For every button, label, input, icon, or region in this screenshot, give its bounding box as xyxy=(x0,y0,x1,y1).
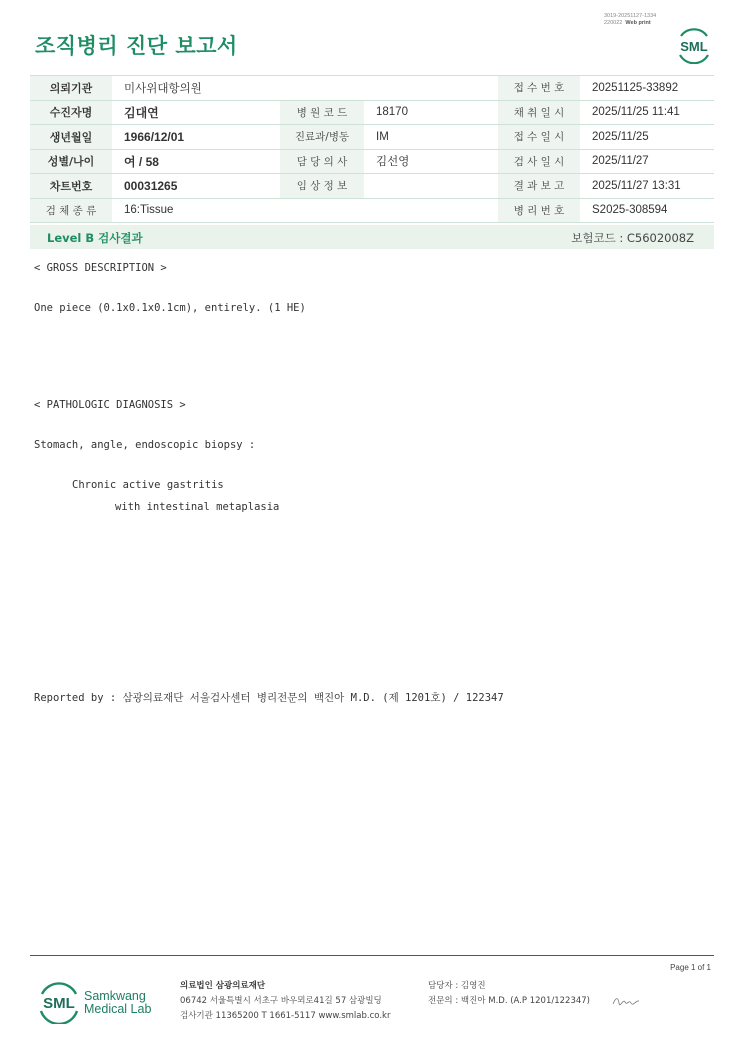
info-label: 접 수 일 시 xyxy=(498,125,580,150)
info-value: 김대연 xyxy=(112,100,280,125)
info-value: 2025/11/27 xyxy=(580,149,714,174)
print-label: Web print xyxy=(625,20,651,26)
info-label: 병 리 번 호 xyxy=(498,198,580,223)
gross-heading: < GROSS DESCRIPTION > xyxy=(34,262,167,274)
info-value: S2025-308594 xyxy=(580,198,714,223)
footer-logo-text: SML xyxy=(43,995,75,1012)
info-label: 임 상 정 보 xyxy=(280,174,364,199)
brand-line-1: Samkwang xyxy=(84,989,146,1003)
info-label: 담 당 의 사 xyxy=(280,149,364,174)
gross-text: One piece (0.1x0.1x0.1cm), entirely. (1 HE) xyxy=(34,302,306,314)
info-label: 병 원 코 드 xyxy=(280,100,364,125)
patient-info-table xyxy=(30,75,714,223)
info-row xyxy=(30,198,714,223)
info-label: 수진자명 xyxy=(30,100,112,125)
info-value: 김선영 xyxy=(364,149,498,174)
diagnosis-line-1: Chronic active gastritis xyxy=(72,479,224,491)
print-id xyxy=(604,13,656,27)
footer-specialist: 전문의 : 백진아 M.D. (A.P 1201/122347) xyxy=(428,996,590,1006)
info-row xyxy=(30,76,714,101)
info-row xyxy=(30,125,714,150)
page-number: Page 1 of 1 xyxy=(670,963,711,972)
info-row xyxy=(30,149,714,174)
info-value: 20251125-33892 xyxy=(580,76,714,101)
info-label: 결 과 보 고 xyxy=(498,174,580,199)
footer-contact: 검사기관 11365200 T 1661-5117 www.smlab.co.kr xyxy=(180,1011,391,1021)
info-row xyxy=(30,100,714,125)
diagnosis-site: Stomach, angle, endoscopic biopsy : xyxy=(34,439,256,451)
info-label: 접 수 번 호 xyxy=(498,76,580,101)
info-value: 16:Tissue xyxy=(112,198,498,223)
info-value: 1966/12/01 xyxy=(112,125,280,150)
info-value: 2025/11/27 13:31 xyxy=(580,174,714,199)
print-code: 220022 xyxy=(604,20,623,26)
info-label: 의뢰기관 xyxy=(30,76,112,101)
info-value: 2025/11/25 xyxy=(580,125,714,150)
footer-brand xyxy=(84,990,151,1016)
info-row xyxy=(30,174,714,199)
footer-divider xyxy=(30,955,714,956)
level-label: Level B 검사결과 xyxy=(47,231,143,245)
info-value: IM xyxy=(364,125,498,150)
footer-manager: 담당자 : 김영진 xyxy=(428,981,486,991)
info-value xyxy=(364,174,498,199)
info-label: 생년월일 xyxy=(30,125,112,150)
info-value: 18170 xyxy=(364,100,498,125)
footer-org: 의료법인 삼광의료재단 xyxy=(180,981,266,991)
info-label: 차트번호 xyxy=(30,174,112,199)
footer-address: 06742 서울특별시 서초구 바우뫼로41길 57 삼광빌딩 xyxy=(180,996,382,1006)
diagnosis-line-2: with intestinal metaplasia xyxy=(115,501,280,513)
signature-icon xyxy=(612,995,640,1007)
sml-logo-icon xyxy=(675,26,713,64)
info-label: 검 체 종 류 xyxy=(30,198,112,223)
diagnosis-heading: < PATHOLOGIC DIAGNOSIS > xyxy=(34,399,186,411)
insurance-code: 보험코드 : C5602008Z xyxy=(571,231,694,245)
brand-line-2: Medical Lab xyxy=(84,1002,152,1016)
print-id-number: 3019-20251127-1334 xyxy=(604,13,657,19)
info-label: 검 사 일 시 xyxy=(498,149,580,174)
level-bar xyxy=(30,225,714,249)
info-label: 성별/나이 xyxy=(30,149,112,174)
info-label: 채 취 일 시 xyxy=(498,100,580,125)
report-title: 조직병리 진단 보고서 xyxy=(35,34,238,58)
reported-by: Reported by : 삼광의료재단 서울검사센터 병리전문의 백진아 M.D. (제 1201호) / 122347 xyxy=(34,692,504,704)
samkwang-logo-icon xyxy=(37,980,81,1024)
info-value: 00031265 xyxy=(112,174,280,199)
logo-text: SML xyxy=(680,39,708,54)
info-value: 미사위대항의원 xyxy=(112,76,498,101)
footer-staff-block xyxy=(428,979,590,1009)
info-value: 여 / 58 xyxy=(112,149,280,174)
info-label: 진료과/병동 xyxy=(280,125,364,150)
footer-org-block xyxy=(180,979,390,1024)
info-value: 2025/11/25 11:41 xyxy=(580,100,714,125)
